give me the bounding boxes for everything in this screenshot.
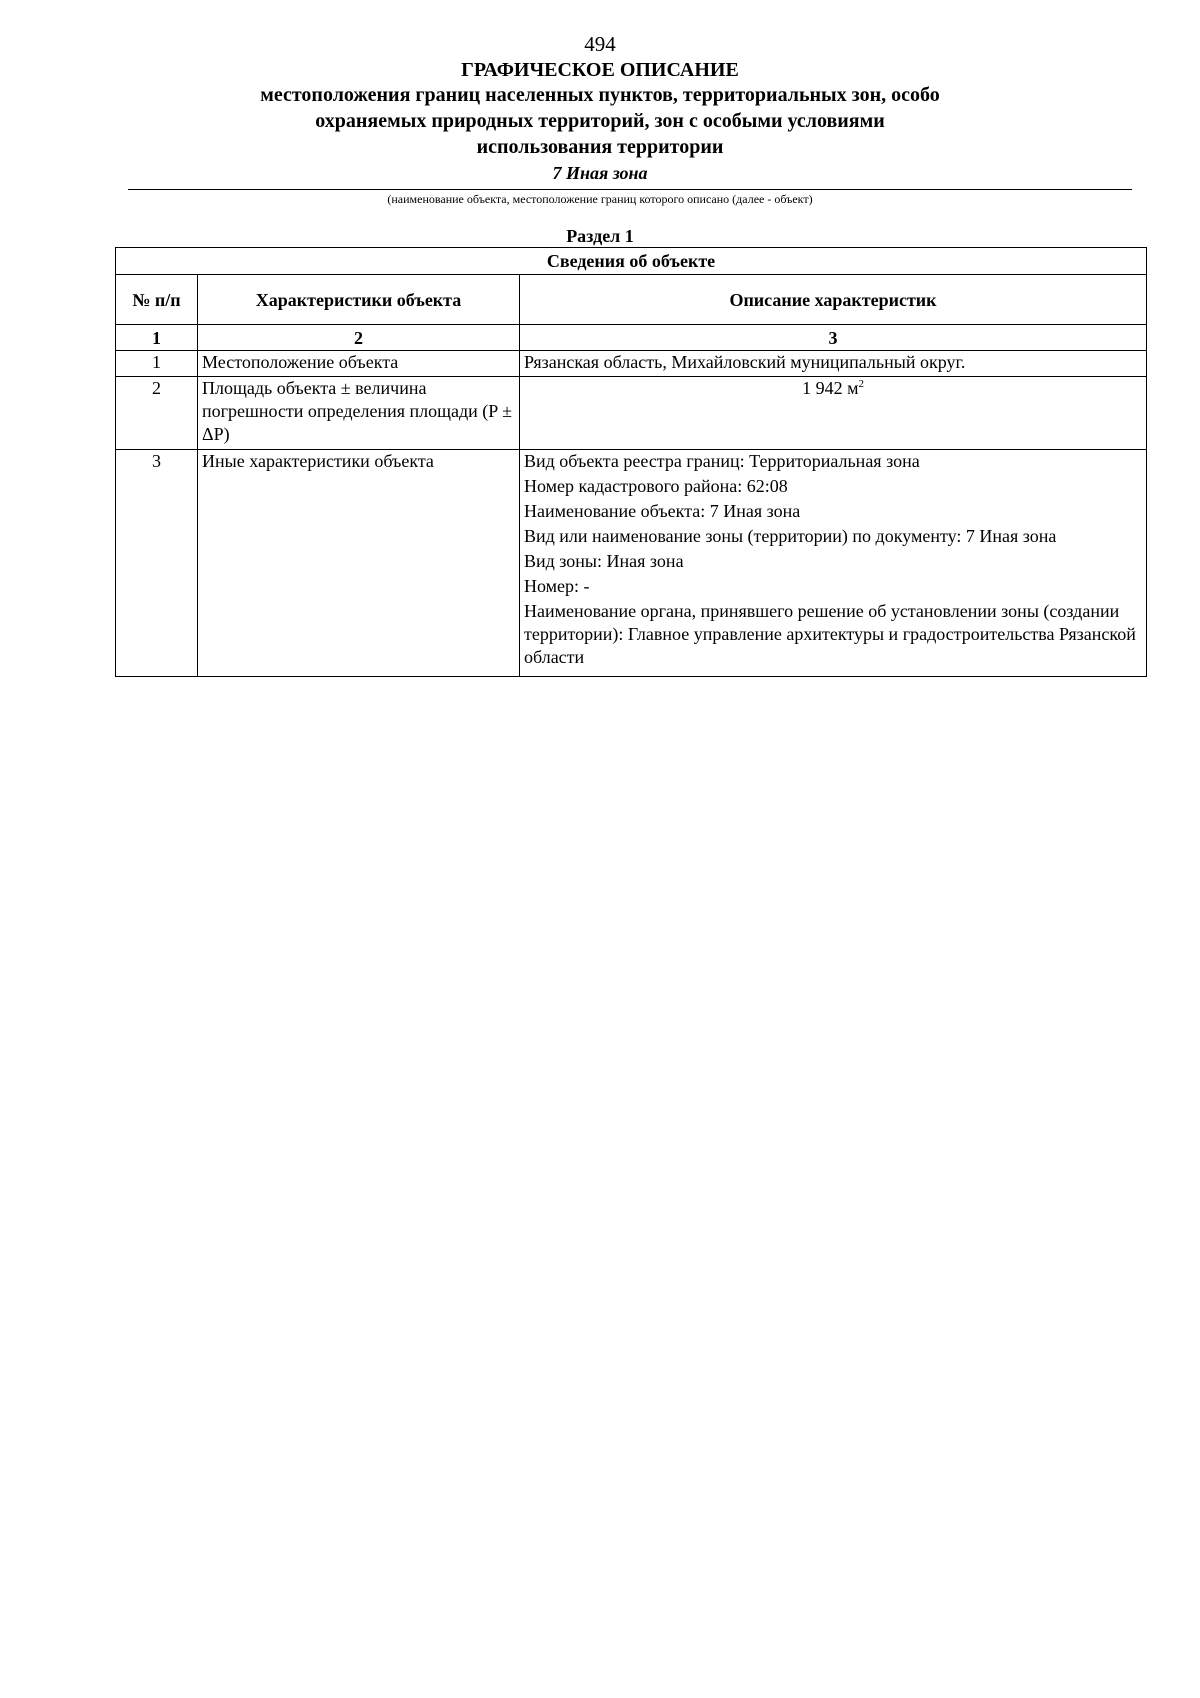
row-number: 2 — [116, 377, 198, 450]
row-description-list — [520, 450, 1147, 677]
section-title: Раздел 1 — [566, 226, 634, 246]
row-characteristic: Иные характеристики объекта — [198, 450, 520, 677]
object-caption: (наименование объекта, местоположение границ которого описано (далее - объект) — [387, 192, 813, 206]
description-line: Номер кадастрового района: 62:08 — [524, 476, 788, 496]
object-info-table — [115, 247, 1147, 677]
row-description: Рязанская область, Михайловский муниципальный округ. — [520, 351, 1147, 377]
column-number: 1 — [116, 325, 198, 351]
table-header-row — [116, 275, 1147, 325]
table-row — [116, 377, 1147, 450]
description-line: Наименование объекта: 7 Иная зона — [524, 501, 801, 521]
description-line: Вид объекта реестра границ: Территориальная зона — [524, 451, 920, 471]
object-name-underline — [128, 189, 1132, 190]
header-characteristics: Характеристики объекта — [198, 275, 520, 325]
row-number: 3 — [116, 450, 198, 677]
table-row — [116, 450, 1147, 677]
object-name: 7 Иная зона — [552, 163, 648, 183]
description-line: Номер: - — [524, 576, 590, 596]
table-caption-row — [116, 248, 1147, 275]
row-number: 1 — [116, 351, 198, 377]
column-number: 3 — [520, 325, 1147, 351]
area-unit-exponent: 2 — [858, 378, 864, 390]
description-line: Вид или наименование зоны (территории) по документу: 7 Иная зона — [524, 526, 1057, 546]
header-description: Описание характеристик — [520, 275, 1147, 325]
page-number: 494 — [584, 32, 616, 56]
document-subtitle: местоположения границ населенных пунктов, территориальных зон, особо охраняемых природных территорий, зон с особыми условиями использования территории — [260, 84, 940, 158]
column-number-row — [116, 325, 1147, 351]
document-title: ГРАФИЧЕСКОЕ ОПИСАНИЕ — [461, 59, 739, 81]
header-number — [116, 275, 198, 325]
row-characteristic: Площадь объекта ± величина погрешности определения площади (P ± ΔP) — [198, 377, 520, 450]
row-area-value — [520, 377, 1147, 450]
table-row — [116, 351, 1147, 377]
row-characteristic: Местоположение объекта — [198, 351, 520, 377]
description-line: Вид зоны: Иная зона — [524, 551, 684, 571]
table-caption: Сведения об объекте — [116, 248, 1147, 275]
header-number-label: № п/п — [132, 289, 181, 310]
area-value: 1 942 м — [802, 378, 859, 398]
description-line: Наименование органа, принявшего решение об установлении зоны (создании территории): Главное управление архитектуры и градостроительства Рязанской области — [524, 601, 1136, 667]
column-number: 2 — [198, 325, 520, 351]
